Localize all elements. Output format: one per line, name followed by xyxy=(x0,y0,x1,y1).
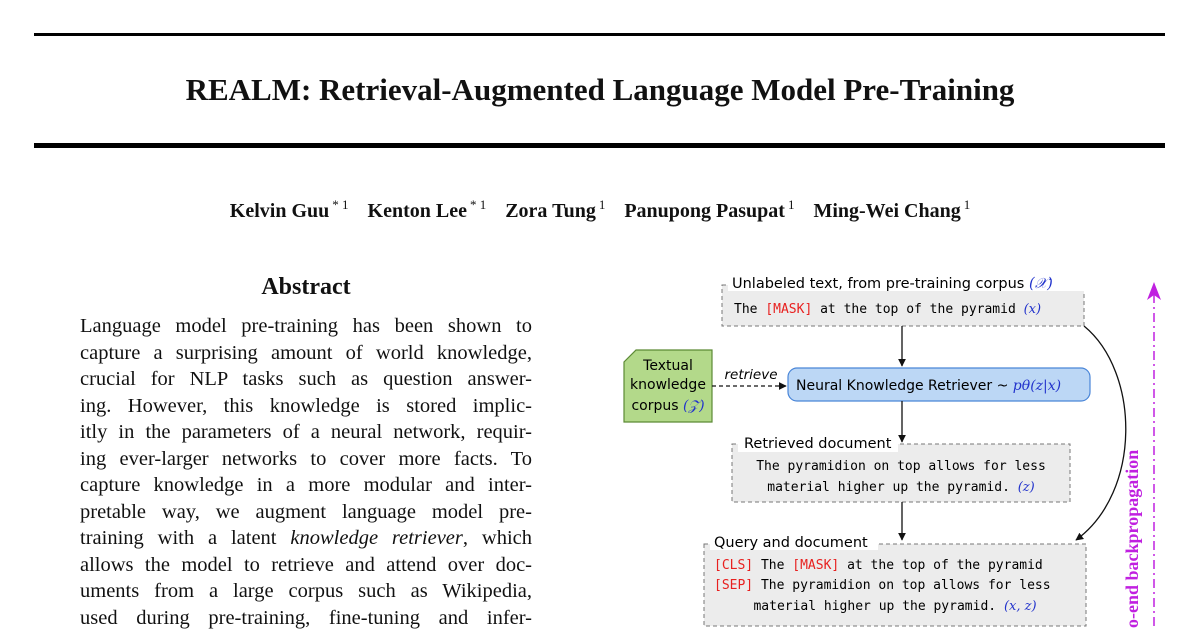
author: Kelvin Guu $^{* 1}$ xyxy=(230,200,349,222)
abstract-line: crucial for NLP tasks such as question answer- xyxy=(80,366,532,393)
abstract-emphasis: knowledge retriever xyxy=(290,527,463,549)
abstract-line: allows the model to retrieve and attend over doc- xyxy=(80,552,532,579)
author: Zora Tung $^1$ xyxy=(505,200,605,222)
author: Ming-Wei Chang $^1$ xyxy=(813,200,970,222)
abstract-line: uments from a large corpus such as Wikipedia, xyxy=(80,578,532,605)
author: Kenton Lee $^{* 1}$ xyxy=(368,200,487,222)
top-rule xyxy=(34,33,1165,36)
corpus-line3: corpus (𝒵) xyxy=(631,398,704,414)
abstract-body xyxy=(80,313,532,629)
author-list xyxy=(0,197,1200,223)
abstract-line: capture a surprising amount of world knowledge, xyxy=(80,340,532,367)
query-document-label: Query and document xyxy=(714,535,868,551)
abstract-line: itly in the parameters of a neural network, requir- xyxy=(80,419,532,446)
abstract-line: ing. However, this knowledge is stored implic- xyxy=(80,393,532,420)
abstract-heading: Abstract xyxy=(80,274,532,301)
retrieved-line2: material higher up the pyramid. (z) xyxy=(767,480,1034,495)
corpus-line2: knowledge xyxy=(630,377,706,393)
author: Panupong Pasupat $^1$ xyxy=(624,200,794,222)
abstract-line: training with a latent knowledge retriever, which xyxy=(80,525,532,552)
query-line1: [CLS] The [MASK] at the top of the pyramid xyxy=(714,558,1043,573)
retrieved-document-label: Retrieved document xyxy=(744,436,892,452)
abstract-line: capture knowledge in a more modular and inter- xyxy=(80,472,532,499)
abstract-line: used during pre-training, fine-tuning and infer- xyxy=(80,605,532,629)
abstract-line: Language model pre-training has been shown to xyxy=(80,313,532,340)
curved-arrow-to-query xyxy=(1076,326,1126,540)
paper-title: REALM: Retrieval-Augmented Language Model Pre-Training xyxy=(0,72,1200,108)
abstract-line: pretable way, we augment language model pre- xyxy=(80,499,532,526)
bottom-rule xyxy=(34,143,1165,148)
backprop-label: o-end backpropagation xyxy=(1122,450,1142,628)
corpus-line1: Textual xyxy=(642,358,693,374)
abstract-line: ing ever-larger networks to cover more facts. To xyxy=(80,446,532,473)
query-line3: material higher up the pyramid. (x, z) xyxy=(753,599,1036,614)
unlabeled-text-label: Unlabeled text, from pre-training corpus (𝒳) xyxy=(732,276,1053,292)
retriever-label: Neural Knowledge Retriever ~ pθ(z|x) xyxy=(796,378,1061,394)
realm-figure xyxy=(612,262,1200,628)
retrieve-label: retrieve xyxy=(724,367,777,383)
unlabeled-text-content: The [MASK] at the top of the pyramid (x) xyxy=(734,302,1041,317)
retrieved-line1: The pyramidion on top allows for less xyxy=(756,459,1046,474)
query-line2: [SEP] The pyramidion on top allows for less xyxy=(714,578,1051,593)
